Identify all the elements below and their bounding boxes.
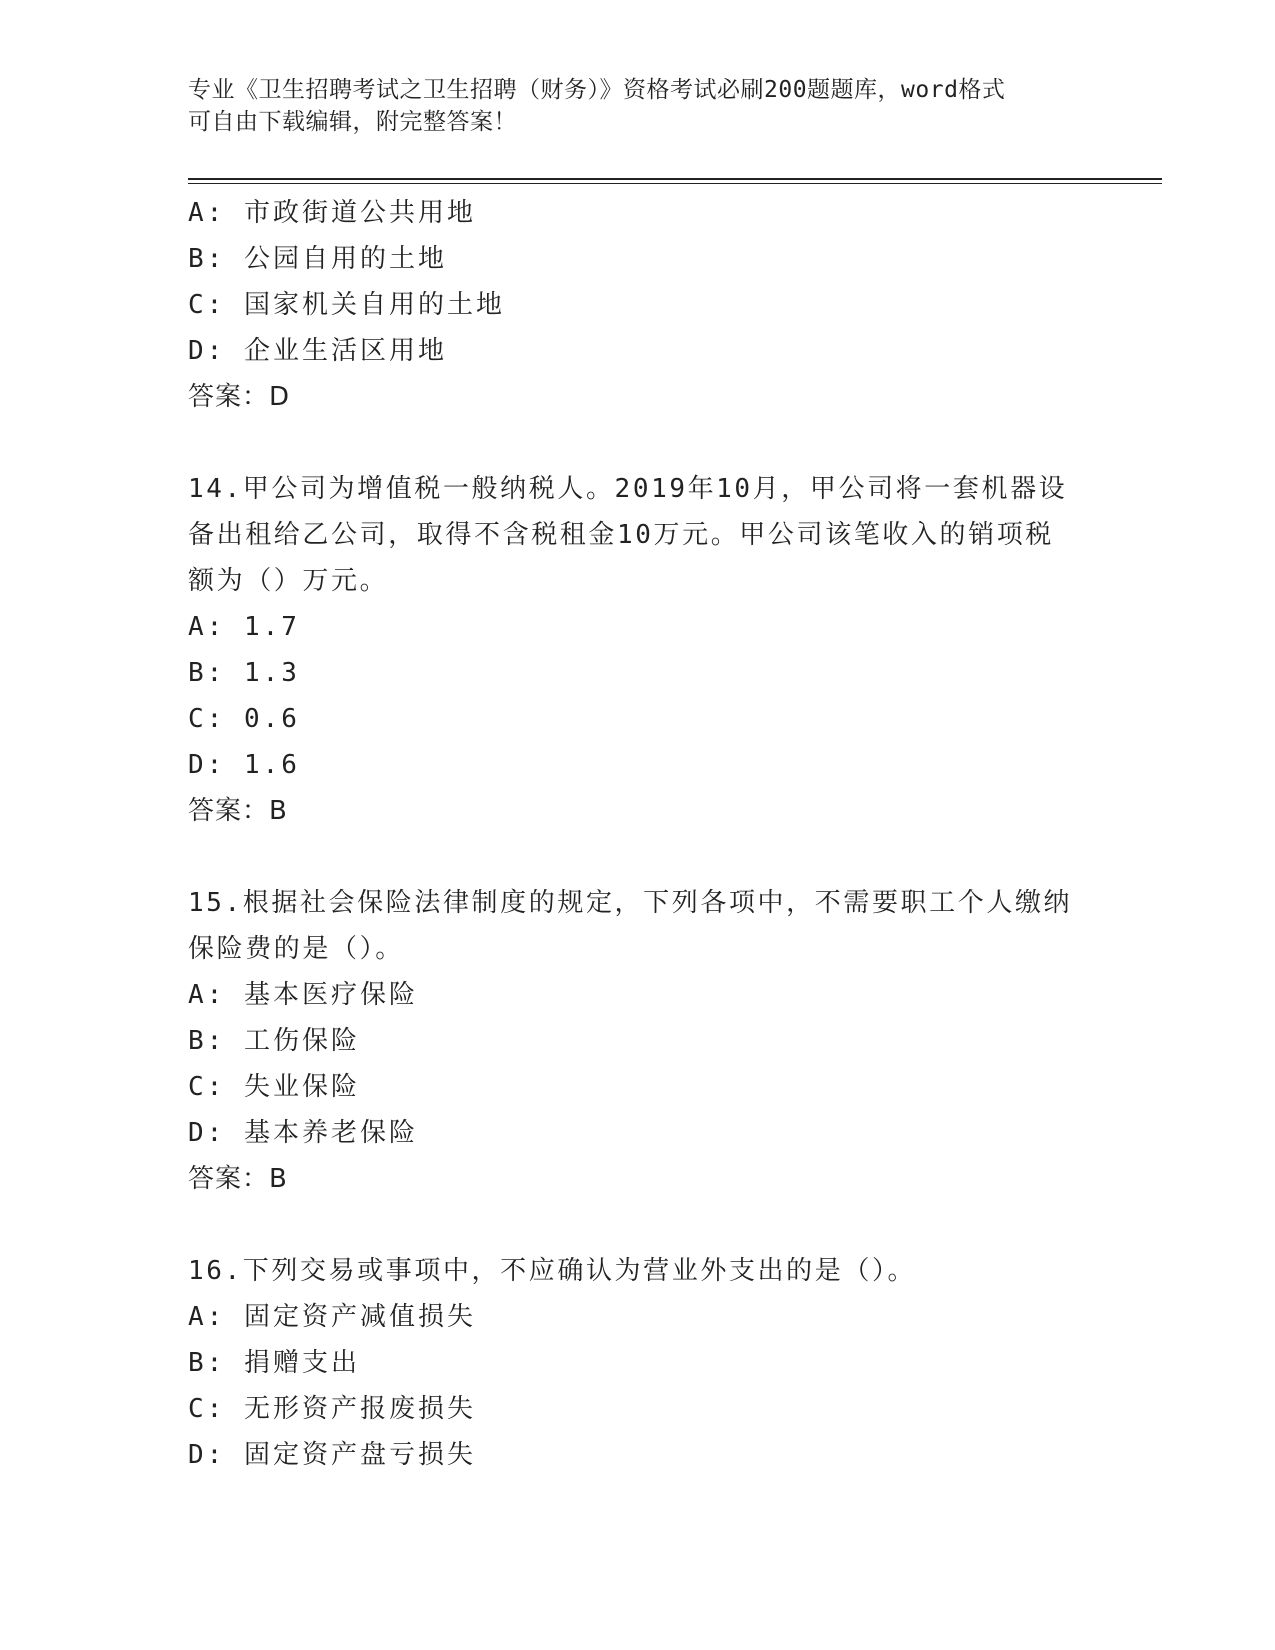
option-c: C: 失业保险: [188, 1072, 360, 1102]
option-b: B: 捐赠支出: [188, 1348, 360, 1378]
question-stem: 备出租给乙公司，取得不含税租金10万元。甲公司该笔收入的销项税: [188, 520, 1054, 550]
question-stem: 14.甲公司为增值税一般纳税人。2019年10月，甲公司将一套机器设: [188, 474, 1068, 504]
option-c: C: 国家机关自用的土地: [188, 290, 505, 320]
question-16: [188, 1248, 1088, 1478]
question-14: [188, 466, 1088, 834]
question-stem: 额为（）万元。: [188, 566, 389, 596]
header-rule-thin: [188, 183, 1162, 184]
option-d: D: 固定资产盘亏损失: [188, 1440, 476, 1470]
answer: 答案：D: [188, 382, 291, 412]
question-stem: 保险费的是（）。: [188, 934, 404, 964]
header-line-1: 专业《卫生招聘考试之卫生招聘（财务）》资格考试必刷200题题库，word格式: [188, 77, 1006, 103]
question-15: [188, 880, 1088, 1202]
header-rule-thick: [188, 178, 1162, 180]
answer: 答案：B: [188, 1164, 288, 1194]
option-a: A: 1.7: [188, 612, 300, 642]
option-a: A: 市政街道公共用地: [188, 198, 476, 228]
option-a: A: 基本医疗保险: [188, 980, 418, 1010]
option-c: C: 0.6: [188, 704, 300, 734]
option-d: D: 企业生活区用地: [188, 336, 447, 366]
option-d: D: 1.6: [188, 750, 300, 780]
option-b: B: 公园自用的土地: [188, 244, 447, 274]
spacer: [188, 420, 1088, 466]
answer: 答案：B: [188, 796, 288, 826]
option-d: D: 基本养老保险: [188, 1118, 418, 1148]
question-13: [188, 190, 1088, 420]
document-header: [188, 74, 1088, 138]
option-c: C: 无形资产报废损失: [188, 1394, 476, 1424]
header-line-2: 可自由下载编辑，附完整答案！: [188, 109, 517, 135]
question-stem: 16.下列交易或事项中，不应确认为营业外支出的是（）。: [188, 1256, 917, 1286]
spacer: [188, 1202, 1088, 1248]
question-stem: 15.根据社会保险法律制度的规定，下列各项中，不需要职工个人缴纳: [188, 888, 1073, 918]
option-b: B: 1.3: [188, 658, 300, 688]
question-list: [188, 190, 1088, 1478]
spacer: [188, 834, 1088, 880]
option-a: A: 固定资产减值损失: [188, 1302, 476, 1332]
option-b: B: 工伤保险: [188, 1026, 360, 1056]
